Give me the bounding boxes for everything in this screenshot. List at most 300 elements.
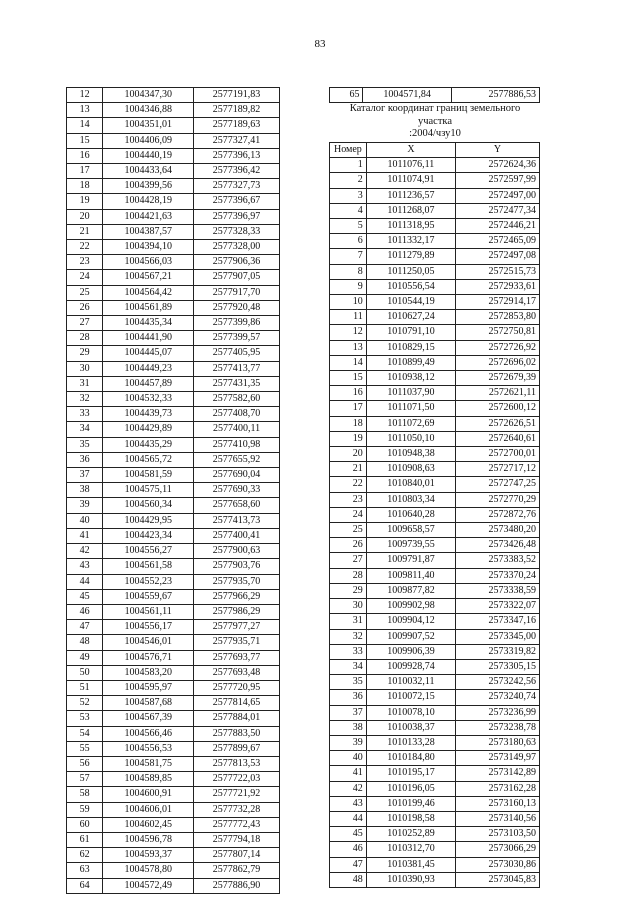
x-coordinate-cell: 1004560,34 xyxy=(103,498,194,513)
y-coordinate-cell: 2577408,70 xyxy=(194,407,280,422)
table-row xyxy=(67,589,280,604)
table-row xyxy=(67,376,280,391)
y-coordinate-cell: 2572497,08 xyxy=(456,249,540,264)
point-number-cell: 43 xyxy=(330,796,367,811)
y-coordinate-cell: 2577328,33 xyxy=(194,224,280,239)
point-number-cell: 28 xyxy=(67,331,103,346)
x-coordinate-cell: 1004556,27 xyxy=(103,544,194,559)
y-coordinate-cell: 2577977,27 xyxy=(194,620,280,635)
y-coordinate-cell: 2577920,48 xyxy=(194,300,280,315)
y-coordinate-cell: 2577721,92 xyxy=(194,787,280,802)
x-coordinate-cell: 1004351,01 xyxy=(103,118,194,133)
table-row xyxy=(330,477,540,492)
point-number-cell: 26 xyxy=(67,300,103,315)
x-coordinate-cell: 1004572,49 xyxy=(103,878,194,893)
point-number-cell: 39 xyxy=(330,735,367,750)
catalog-table-body xyxy=(330,158,540,888)
point-number-cell: 46 xyxy=(330,842,367,857)
point-number-cell: 12 xyxy=(330,325,367,340)
x-coordinate-cell: 1004449,23 xyxy=(103,361,194,376)
x-coordinate-cell: 1011250,05 xyxy=(366,264,455,279)
x-coordinate-cell: 1004571,84 xyxy=(363,88,451,103)
y-coordinate-cell: 2573480,20 xyxy=(456,523,540,538)
y-coordinate-cell: 2577582,60 xyxy=(194,392,280,407)
x-coordinate-cell: 1009902,98 xyxy=(366,599,455,614)
table-row xyxy=(67,468,280,483)
point-number-cell: 39 xyxy=(67,498,103,513)
x-coordinate-cell: 1004435,34 xyxy=(103,316,194,331)
point-number-cell: 31 xyxy=(330,614,367,629)
table-row xyxy=(67,832,280,847)
table-row xyxy=(67,164,280,179)
y-coordinate-cell: 2577327,73 xyxy=(194,179,280,194)
y-coordinate-cell: 2577410,98 xyxy=(194,437,280,452)
point-number-cell: 33 xyxy=(67,407,103,422)
table-row xyxy=(330,249,540,264)
x-coordinate-cell: 1004429,89 xyxy=(103,422,194,437)
x-coordinate-cell: 1004564,42 xyxy=(103,285,194,300)
point-number-cell: 48 xyxy=(67,635,103,650)
point-number-cell: 49 xyxy=(67,650,103,665)
x-coordinate-cell: 1004581,59 xyxy=(103,468,194,483)
point-number-cell: 21 xyxy=(67,224,103,239)
point-number-cell: 11 xyxy=(330,310,367,325)
y-coordinate-cell: 2577814,65 xyxy=(194,696,280,711)
right-continuation-table xyxy=(329,87,540,103)
table-row xyxy=(67,528,280,543)
table-row xyxy=(67,711,280,726)
y-coordinate-cell: 2577862,79 xyxy=(194,863,280,878)
table-row xyxy=(67,772,280,787)
point-number-cell: 21 xyxy=(330,462,367,477)
table-row xyxy=(330,234,540,249)
table-row xyxy=(330,173,540,188)
point-number-cell: 38 xyxy=(330,720,367,735)
y-coordinate-cell: 2573142,89 xyxy=(456,766,540,781)
y-coordinate-cell: 2573103,50 xyxy=(456,827,540,842)
point-number-cell: 61 xyxy=(67,832,103,847)
y-coordinate-cell: 2577966,29 xyxy=(194,589,280,604)
x-coordinate-cell: 1010556,54 xyxy=(366,279,455,294)
table-row xyxy=(67,209,280,224)
table-row xyxy=(67,513,280,528)
point-number-cell: 65 xyxy=(330,88,363,103)
point-number-cell: 26 xyxy=(330,538,367,553)
table-row xyxy=(67,300,280,315)
y-coordinate-cell: 2572621,11 xyxy=(456,386,540,401)
table-row xyxy=(330,219,540,234)
table-row xyxy=(330,492,540,507)
table-row xyxy=(67,802,280,817)
table-row xyxy=(330,523,540,538)
point-number-cell: 41 xyxy=(67,528,103,543)
y-coordinate-cell: 2577884,01 xyxy=(194,711,280,726)
x-coordinate-cell: 1010899,49 xyxy=(366,355,455,370)
x-coordinate-cell: 1004578,80 xyxy=(103,863,194,878)
table-row xyxy=(67,240,280,255)
y-coordinate-cell: 2577690,33 xyxy=(194,483,280,498)
point-number-cell: 32 xyxy=(67,392,103,407)
x-coordinate-cell: 1011074,91 xyxy=(366,173,455,188)
y-coordinate-cell: 2573426,48 xyxy=(456,538,540,553)
y-coordinate-cell: 2572853,80 xyxy=(456,310,540,325)
table-row xyxy=(67,817,280,832)
y-coordinate-cell: 2577655,92 xyxy=(194,452,280,467)
table-row xyxy=(67,194,280,209)
x-coordinate-cell: 1004394,10 xyxy=(103,240,194,255)
table-row xyxy=(330,462,540,477)
x-coordinate-cell: 1009928,74 xyxy=(366,659,455,674)
table-row xyxy=(67,863,280,878)
y-coordinate-cell: 2573160,13 xyxy=(456,796,540,811)
point-number-cell: 47 xyxy=(67,620,103,635)
y-coordinate-cell: 2577813,53 xyxy=(194,756,280,771)
x-coordinate-cell: 1011332,17 xyxy=(366,234,455,249)
catalog-title-line1: Каталог координат границ земельного xyxy=(349,103,521,114)
x-coordinate-cell: 1010195,17 xyxy=(366,766,455,781)
y-coordinate-cell: 2577883,50 xyxy=(194,726,280,741)
y-coordinate-cell: 2577886,90 xyxy=(194,878,280,893)
table-row xyxy=(330,796,540,811)
table-row xyxy=(330,614,540,629)
x-coordinate-cell: 1010627,24 xyxy=(366,310,455,325)
y-coordinate-cell: 2577399,57 xyxy=(194,331,280,346)
table-row xyxy=(67,437,280,452)
table-row xyxy=(67,848,280,863)
y-coordinate-cell: 2573240,74 xyxy=(456,690,540,705)
header-row xyxy=(330,143,540,158)
y-coordinate-cell: 2577191,83 xyxy=(194,88,280,103)
y-coordinate-cell: 2572679,39 xyxy=(456,371,540,386)
point-number-cell: 59 xyxy=(67,802,103,817)
x-coordinate-cell: 1010803,34 xyxy=(366,492,455,507)
table-row xyxy=(67,316,280,331)
x-coordinate-cell: 1004567,39 xyxy=(103,711,194,726)
x-coordinate-cell: 1004457,89 xyxy=(103,376,194,391)
point-number-cell: 9 xyxy=(330,279,367,294)
y-coordinate-cell: 2577413,77 xyxy=(194,361,280,376)
y-coordinate-cell: 2573066,29 xyxy=(456,842,540,857)
point-number-cell: 34 xyxy=(67,422,103,437)
y-coordinate-cell: 2572515,73 xyxy=(456,264,540,279)
x-coordinate-cell: 1009906,39 xyxy=(366,644,455,659)
table-row xyxy=(330,675,540,690)
y-coordinate-cell: 2572477,34 xyxy=(456,203,540,218)
point-number-cell: 2 xyxy=(330,173,367,188)
table-row xyxy=(67,88,280,103)
point-number-cell: 20 xyxy=(330,447,367,462)
x-coordinate-cell: 1004606,01 xyxy=(103,802,194,817)
x-coordinate-cell: 1011037,90 xyxy=(366,386,455,401)
y-coordinate-cell: 2572696,02 xyxy=(456,355,540,370)
y-coordinate-cell: 2577906,36 xyxy=(194,255,280,270)
x-coordinate-cell: 1010938,12 xyxy=(366,371,455,386)
x-coordinate-cell: 1010199,46 xyxy=(366,796,455,811)
point-number-cell: 51 xyxy=(67,680,103,695)
x-coordinate-cell: 1004600,91 xyxy=(103,787,194,802)
x-coordinate-cell: 1004589,85 xyxy=(103,772,194,787)
table-row xyxy=(330,553,540,568)
x-coordinate-cell: 1009877,82 xyxy=(366,583,455,598)
y-coordinate-cell: 2577400,41 xyxy=(194,528,280,543)
x-coordinate-cell: 1010908,63 xyxy=(366,462,455,477)
point-number-cell: 54 xyxy=(67,726,103,741)
table-row xyxy=(330,781,540,796)
point-number-cell: 34 xyxy=(330,659,367,674)
point-number-cell: 20 xyxy=(67,209,103,224)
y-coordinate-cell: 2572600,12 xyxy=(456,401,540,416)
point-number-cell: 60 xyxy=(67,817,103,832)
table-row xyxy=(330,325,540,340)
table-row xyxy=(67,878,280,893)
point-number-cell: 29 xyxy=(330,583,367,598)
x-coordinate-cell: 1011279,89 xyxy=(366,249,455,264)
point-number-cell: 25 xyxy=(67,285,103,300)
point-number-cell: 43 xyxy=(67,559,103,574)
x-coordinate-cell: 1004423,34 xyxy=(103,528,194,543)
point-number-cell: 18 xyxy=(67,179,103,194)
point-number-cell: 19 xyxy=(67,194,103,209)
table-row xyxy=(330,295,540,310)
y-coordinate-cell: 2573238,78 xyxy=(456,720,540,735)
y-coordinate-cell: 2577907,05 xyxy=(194,270,280,285)
x-coordinate-cell: 1004576,71 xyxy=(103,650,194,665)
x-coordinate-cell: 1011318,95 xyxy=(366,219,455,234)
point-number-cell: 46 xyxy=(67,604,103,619)
y-coordinate-cell: 2577400,11 xyxy=(194,422,280,437)
table-row xyxy=(330,583,540,598)
point-number-cell: 13 xyxy=(67,103,103,118)
table-row xyxy=(330,857,540,872)
table-row xyxy=(330,416,540,431)
y-coordinate-cell: 2573149,97 xyxy=(456,751,540,766)
table-row xyxy=(330,811,540,826)
x-coordinate-cell: 1004566,46 xyxy=(103,726,194,741)
table-row xyxy=(67,756,280,771)
x-coordinate-cell: 1004428,19 xyxy=(103,194,194,209)
catalog-title-line2: участка xyxy=(417,115,453,127)
table-row xyxy=(330,507,540,522)
table-row xyxy=(67,604,280,619)
x-coordinate-cell: 1010038,37 xyxy=(366,720,455,735)
point-number-cell: 44 xyxy=(67,574,103,589)
point-number-cell: 14 xyxy=(330,355,367,370)
x-coordinate-cell: 1011236,57 xyxy=(366,188,455,203)
point-number-cell: 6 xyxy=(330,234,367,249)
point-number-cell: 10 xyxy=(330,295,367,310)
y-coordinate-cell: 2573140,56 xyxy=(456,811,540,826)
table-row xyxy=(330,644,540,659)
y-coordinate-cell: 2572626,51 xyxy=(456,416,540,431)
y-coordinate-cell: 2577794,18 xyxy=(194,832,280,847)
y-coordinate-cell: 2577935,71 xyxy=(194,635,280,650)
x-coordinate-cell: 1010133,28 xyxy=(366,735,455,750)
x-coordinate-cell: 1004567,21 xyxy=(103,270,194,285)
x-coordinate-cell: 1009811,40 xyxy=(366,568,455,583)
x-coordinate-cell: 1010184,80 xyxy=(366,751,455,766)
x-coordinate-cell: 1009907,52 xyxy=(366,629,455,644)
table-row xyxy=(330,659,540,674)
x-coordinate-cell: 1004429,95 xyxy=(103,513,194,528)
table-row xyxy=(330,401,540,416)
x-coordinate-cell: 1004399,56 xyxy=(103,179,194,194)
y-coordinate-cell: 2573162,28 xyxy=(456,781,540,796)
y-coordinate-cell: 2577431,35 xyxy=(194,376,280,391)
y-coordinate-cell: 2577917,70 xyxy=(194,285,280,300)
table-row xyxy=(67,103,280,118)
x-coordinate-cell: 1004421,63 xyxy=(103,209,194,224)
table-row xyxy=(67,331,280,346)
table-row xyxy=(330,690,540,705)
y-coordinate-cell: 2573045,83 xyxy=(456,872,540,887)
x-coordinate-cell: 1004546,01 xyxy=(103,635,194,650)
table-row xyxy=(67,224,280,239)
table-row xyxy=(330,538,540,553)
y-coordinate-cell: 2577328,00 xyxy=(194,240,280,255)
y-coordinate-cell: 2577722,03 xyxy=(194,772,280,787)
x-coordinate-cell: 1004387,57 xyxy=(103,224,194,239)
point-number-cell: 42 xyxy=(67,544,103,559)
y-coordinate-cell: 2577658,60 xyxy=(194,498,280,513)
point-number-cell: 41 xyxy=(330,766,367,781)
point-number-cell: 17 xyxy=(67,164,103,179)
point-number-cell: 27 xyxy=(67,316,103,331)
x-coordinate-cell: 1004596,78 xyxy=(103,832,194,847)
x-coordinate-cell: 1010196,05 xyxy=(366,781,455,796)
y-coordinate-cell: 2572747,25 xyxy=(456,477,540,492)
x-coordinate-cell: 1010948,38 xyxy=(366,447,455,462)
y-coordinate-cell: 2572640,61 xyxy=(456,431,540,446)
point-number-cell: 24 xyxy=(330,507,367,522)
table-row xyxy=(67,118,280,133)
y-coordinate-cell: 2577396,42 xyxy=(194,164,280,179)
point-number-cell: 40 xyxy=(330,751,367,766)
x-coordinate-cell: 1004565,72 xyxy=(103,452,194,467)
table-row xyxy=(67,133,280,148)
point-number-cell: 56 xyxy=(67,756,103,771)
point-number-cell: 15 xyxy=(67,133,103,148)
x-coordinate-cell: 1009904,12 xyxy=(366,614,455,629)
y-coordinate-cell: 2572717,12 xyxy=(456,462,540,477)
point-number-cell: 3 xyxy=(330,188,367,203)
x-coordinate-cell: 1004587,68 xyxy=(103,696,194,711)
x-coordinate-cell: 1004433,64 xyxy=(103,164,194,179)
table-row xyxy=(67,559,280,574)
y-coordinate-cell: 2572465,09 xyxy=(456,234,540,249)
y-coordinate-cell: 2577690,04 xyxy=(194,468,280,483)
y-coordinate-cell: 2577693,48 xyxy=(194,665,280,680)
y-coordinate-cell: 2572872,76 xyxy=(456,507,540,522)
x-coordinate-cell: 1011076,11 xyxy=(366,158,455,173)
point-number-cell: 27 xyxy=(330,553,367,568)
x-coordinate-cell: 1004347,30 xyxy=(103,88,194,103)
point-number-cell: 47 xyxy=(330,857,367,872)
table-row xyxy=(330,720,540,735)
point-number-cell: 22 xyxy=(67,240,103,255)
table-row xyxy=(67,650,280,665)
x-coordinate-cell: 1004561,11 xyxy=(103,604,194,619)
point-number-cell: 19 xyxy=(330,431,367,446)
table-row xyxy=(67,255,280,270)
point-number-cell: 16 xyxy=(330,386,367,401)
point-number-cell: 35 xyxy=(67,437,103,452)
y-coordinate-cell: 2573370,24 xyxy=(456,568,540,583)
y-coordinate-cell: 2577413,73 xyxy=(194,513,280,528)
x-coordinate-cell: 1010544,19 xyxy=(366,295,455,310)
x-coordinate-cell: 1004559,67 xyxy=(103,589,194,604)
catalog-title xyxy=(330,103,540,141)
table-row xyxy=(67,407,280,422)
y-coordinate-cell: 2572597,99 xyxy=(456,173,540,188)
x-coordinate-cell: 1010252,89 xyxy=(366,827,455,842)
point-number-cell: 40 xyxy=(67,513,103,528)
x-coordinate-cell: 1010829,15 xyxy=(366,340,455,355)
table-row xyxy=(67,270,280,285)
y-coordinate-cell: 2577772,43 xyxy=(194,817,280,832)
y-coordinate-cell: 2577693,77 xyxy=(194,650,280,665)
point-number-cell: 53 xyxy=(67,711,103,726)
x-coordinate-cell: 1010390,93 xyxy=(366,872,455,887)
x-coordinate-cell: 1009739,55 xyxy=(366,538,455,553)
x-coordinate-cell: 1004556,53 xyxy=(103,741,194,756)
x-coordinate-cell: 1010840,01 xyxy=(366,477,455,492)
x-coordinate-cell: 1004445,07 xyxy=(103,346,194,361)
x-coordinate-cell: 1004440,19 xyxy=(103,148,194,163)
table-row xyxy=(330,735,540,750)
y-coordinate-cell: 2572750,81 xyxy=(456,325,540,340)
x-coordinate-cell: 1010078,10 xyxy=(366,705,455,720)
table-row xyxy=(67,179,280,194)
x-coordinate-cell: 1004406,09 xyxy=(103,133,194,148)
table-row xyxy=(330,751,540,766)
y-coordinate-cell: 2577732,28 xyxy=(194,802,280,817)
header-number: Номер xyxy=(330,143,367,158)
table-row xyxy=(67,620,280,635)
point-number-cell: 32 xyxy=(330,629,367,644)
y-coordinate-cell: 2577903,76 xyxy=(194,559,280,574)
point-number-cell: 35 xyxy=(330,675,367,690)
table-row xyxy=(67,741,280,756)
table-row xyxy=(330,371,540,386)
point-number-cell: 31 xyxy=(67,376,103,391)
table-row xyxy=(330,88,540,103)
point-number-cell: 24 xyxy=(67,270,103,285)
x-coordinate-cell: 1004556,17 xyxy=(103,620,194,635)
table-row xyxy=(67,696,280,711)
x-coordinate-cell: 1004595,97 xyxy=(103,680,194,695)
table-row xyxy=(330,203,540,218)
table-row xyxy=(67,574,280,589)
point-number-cell: 28 xyxy=(330,568,367,583)
point-number-cell: 58 xyxy=(67,787,103,802)
table-row xyxy=(330,629,540,644)
y-coordinate-cell: 2577396,67 xyxy=(194,194,280,209)
x-coordinate-cell: 1004532,33 xyxy=(103,392,194,407)
point-number-cell: 37 xyxy=(67,468,103,483)
left-coordinates-table xyxy=(66,87,280,894)
point-number-cell: 30 xyxy=(330,599,367,614)
point-number-cell: 17 xyxy=(330,401,367,416)
point-number-cell: 45 xyxy=(67,589,103,604)
table-row xyxy=(330,705,540,720)
table-row xyxy=(67,361,280,376)
header-y: Y xyxy=(456,143,540,158)
y-coordinate-cell: 2572770,29 xyxy=(456,492,540,507)
point-number-cell: 22 xyxy=(330,477,367,492)
table-row xyxy=(67,726,280,741)
table-row xyxy=(330,766,540,781)
x-coordinate-cell: 1004581,75 xyxy=(103,756,194,771)
